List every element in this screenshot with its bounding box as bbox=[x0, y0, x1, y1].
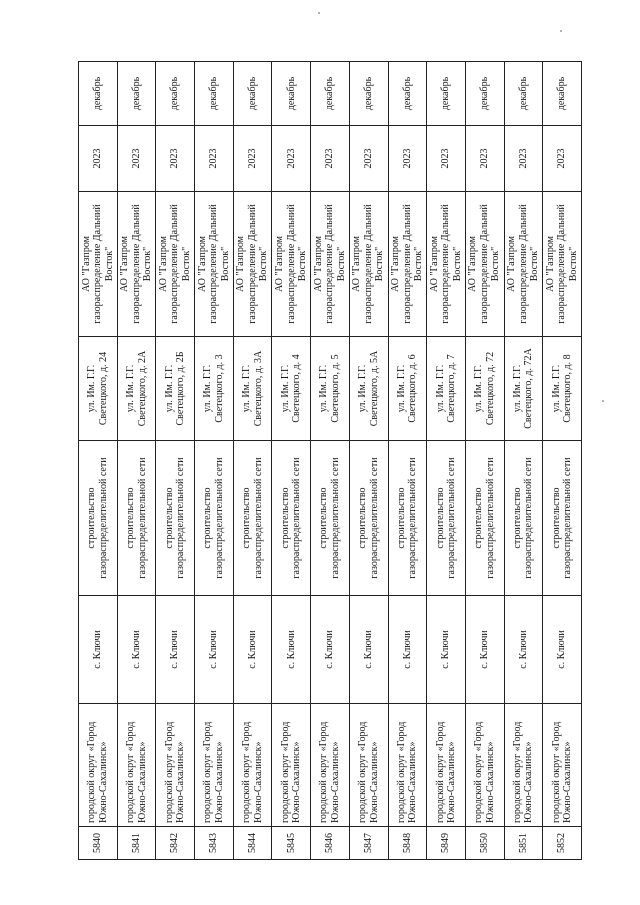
row-number-cell: 5849 bbox=[427, 827, 466, 860]
village-cell: с. Ключи bbox=[272, 596, 311, 704]
address-cell: ул. Им. Г.Г. Светецкого, д. 72А bbox=[504, 337, 543, 441]
organization-cell: АО "Газпром газораспределение Дальний Восток" bbox=[465, 192, 504, 337]
district-cell: городской округ «Город Южно-Сахалинск» bbox=[272, 704, 311, 827]
organization-cell: АО "Газпром газораспределение Дальний Восток" bbox=[233, 192, 272, 337]
year-cell: 2023 bbox=[272, 126, 311, 192]
work-type-cell: строительство газораспределительной сети bbox=[117, 441, 156, 596]
village-cell: с. Ключи bbox=[117, 596, 156, 704]
year-cell: 2023 bbox=[427, 126, 466, 192]
table-row bbox=[311, 62, 350, 860]
table-row bbox=[195, 62, 234, 860]
work-type-cell: строительство газораспределительной сети bbox=[272, 441, 311, 596]
row-number-cell: 5841 bbox=[117, 827, 156, 860]
address-cell: ул. Им. Г.Г. Светецкого, д. 6 bbox=[388, 337, 427, 441]
table-row bbox=[156, 62, 195, 860]
address-cell: ул. Им. Г.Г. Светецкого, д. 7 bbox=[427, 337, 466, 441]
month-cell: декабрь bbox=[117, 62, 156, 126]
work-type-cell: строительство газораспределительной сети bbox=[156, 441, 195, 596]
year-cell: 2023 bbox=[233, 126, 272, 192]
work-type-cell: строительство газораспределительной сети bbox=[79, 441, 118, 596]
organization-cell: АО "Газпром газораспределение Дальний Восток" bbox=[156, 192, 195, 337]
year-cell: 2023 bbox=[311, 126, 350, 192]
organization-cell: АО "Газпром газораспределение Дальний Восток" bbox=[195, 192, 234, 337]
organization-cell: АО "Газпром газораспределение Дальний Восток" bbox=[117, 192, 156, 337]
work-type-cell: строительство газораспределительной сети bbox=[195, 441, 234, 596]
month-cell: декабрь bbox=[79, 62, 118, 126]
work-type-cell: строительство газораспределительной сети bbox=[311, 441, 350, 596]
year-cell: 2023 bbox=[195, 126, 234, 192]
table-row bbox=[388, 62, 427, 860]
village-cell: с. Ключи bbox=[349, 596, 388, 704]
village-cell: с. Ключи bbox=[543, 596, 582, 704]
year-cell: 2023 bbox=[543, 126, 582, 192]
row-number-cell: 5845 bbox=[272, 827, 311, 860]
month-cell: декабрь bbox=[504, 62, 543, 126]
year-cell: 2023 bbox=[465, 126, 504, 192]
district-cell: городской округ «Город Южно-Сахалинск» bbox=[504, 704, 543, 827]
organization-cell: АО "Газпром газораспределение Дальний Восток" bbox=[543, 192, 582, 337]
row-number-cell: 5851 bbox=[504, 827, 543, 860]
work-type-cell: строительство газораспределительной сети bbox=[427, 441, 466, 596]
month-cell: декабрь bbox=[543, 62, 582, 126]
work-type-cell: строительство газораспределительной сети bbox=[465, 441, 504, 596]
month-cell: декабрь bbox=[156, 62, 195, 126]
table-row bbox=[543, 62, 582, 860]
district-cell: городской округ «Город Южно-Сахалинск» bbox=[156, 704, 195, 827]
organization-cell: АО "Газпром газораспределение Дальний Восток" bbox=[349, 192, 388, 337]
district-cell: городской округ «Город Южно-Сахалинск» bbox=[79, 704, 118, 827]
month-cell: декабрь bbox=[272, 62, 311, 126]
rotated-table-wrapper bbox=[78, 62, 582, 860]
village-cell: с. Ключи bbox=[311, 596, 350, 704]
row-number-cell: 5852 bbox=[543, 827, 582, 860]
district-cell: городской округ «Город Южно-Сахалинск» bbox=[233, 704, 272, 827]
address-cell: ул. Им. Г.Г. Светецкого, д. 72 bbox=[465, 337, 504, 441]
month-cell: декабрь bbox=[427, 62, 466, 126]
row-number-cell: 5850 bbox=[465, 827, 504, 860]
month-cell: декабрь bbox=[465, 62, 504, 126]
row-number-cell: 5848 bbox=[388, 827, 427, 860]
district-cell: городской округ «Город Южно-Сахалинск» bbox=[427, 704, 466, 827]
address-cell: ул. Им. Г.Г. Светецкого, д. 2А bbox=[117, 337, 156, 441]
table-row bbox=[465, 62, 504, 860]
table-body bbox=[79, 62, 582, 860]
month-cell: декабрь bbox=[311, 62, 350, 126]
year-cell: 2023 bbox=[388, 126, 427, 192]
year-cell: 2023 bbox=[156, 126, 195, 192]
row-number-cell: 5847 bbox=[349, 827, 388, 860]
work-type-cell: строительство газораспределительной сети bbox=[233, 441, 272, 596]
district-cell: городской округ «Город Южно-Сахалинск» bbox=[311, 704, 350, 827]
district-cell: городской округ «Город Южно-Сахалинск» bbox=[349, 704, 388, 827]
village-cell: с. Ключи bbox=[156, 596, 195, 704]
year-cell: 2023 bbox=[79, 126, 118, 192]
year-cell: 2023 bbox=[117, 126, 156, 192]
organization-cell: АО "Газпром газораспределение Дальний Восток" bbox=[79, 192, 118, 337]
work-type-cell: строительство газораспределительной сети bbox=[349, 441, 388, 596]
address-cell: ул. Им. Г.Г. Светецкого, д. 4 bbox=[272, 337, 311, 441]
organization-cell: АО "Газпром газораспределение Дальний Восток" bbox=[311, 192, 350, 337]
address-cell: ул. Им. Г.Г. Светецкого, д. 24 bbox=[79, 337, 118, 441]
month-cell: декабрь bbox=[233, 62, 272, 126]
row-number-cell: 5844 bbox=[233, 827, 272, 860]
village-cell: с. Ключи bbox=[465, 596, 504, 704]
month-cell: декабрь bbox=[349, 62, 388, 126]
table-row bbox=[427, 62, 466, 860]
row-number-cell: 5840 bbox=[79, 827, 118, 860]
village-cell: с. Ключи bbox=[233, 596, 272, 704]
village-cell: с. Ключи bbox=[195, 596, 234, 704]
address-cell: ул. Им. Г.Г. Светецкого, д. 3 bbox=[195, 337, 234, 441]
table-row bbox=[79, 62, 118, 860]
district-cell: городской округ «Город Южно-Сахалинск» bbox=[388, 704, 427, 827]
district-cell: городской округ «Город Южно-Сахалинск» bbox=[117, 704, 156, 827]
village-cell: с. Ключи bbox=[427, 596, 466, 704]
table-row bbox=[233, 62, 272, 860]
organization-cell: АО "Газпром газораспределение Дальний Восток" bbox=[272, 192, 311, 337]
row-number-cell: 5843 bbox=[195, 827, 234, 860]
district-cell: городской округ «Город Южно-Сахалинск» bbox=[543, 704, 582, 827]
month-cell: декабрь bbox=[388, 62, 427, 126]
district-cell: городской округ «Город Южно-Сахалинск» bbox=[195, 704, 234, 827]
row-number-cell: 5846 bbox=[311, 827, 350, 860]
address-cell: ул. Им. Г.Г. Светецкого, д. 2Б bbox=[156, 337, 195, 441]
work-type-cell: строительство газораспределительной сети bbox=[388, 441, 427, 596]
work-type-cell: строительство газораспределительной сети bbox=[504, 441, 543, 596]
table-row bbox=[504, 62, 543, 860]
organization-cell: АО "Газпром газораспределение Дальний Восток" bbox=[427, 192, 466, 337]
gasification-schedule-table bbox=[78, 61, 582, 860]
village-cell: с. Ключи bbox=[79, 596, 118, 704]
organization-cell: АО "Газпром газораспределение Дальний Восток" bbox=[504, 192, 543, 337]
year-cell: 2023 bbox=[349, 126, 388, 192]
scan-speck bbox=[602, 400, 604, 402]
address-cell: ул. Им. Г.Г. Светецкого, д. 3А bbox=[233, 337, 272, 441]
table-row bbox=[117, 62, 156, 860]
table-row bbox=[349, 62, 388, 860]
year-cell: 2023 bbox=[504, 126, 543, 192]
village-cell: с. Ключи bbox=[388, 596, 427, 704]
village-cell: с. Ключи bbox=[504, 596, 543, 704]
address-cell: ул. Им. Г.Г. Светецкого, д. 5А bbox=[349, 337, 388, 441]
row-number-cell: 5842 bbox=[156, 827, 195, 860]
address-cell: ул. Им. Г.Г. Светецкого, д. 5 bbox=[311, 337, 350, 441]
table-row bbox=[272, 62, 311, 860]
address-cell: ул. Им. Г.Г. Светецкого, д. 8 bbox=[543, 337, 582, 441]
scan-speck bbox=[560, 30, 562, 32]
work-type-cell: строительство газораспределительной сети bbox=[543, 441, 582, 596]
month-cell: декабрь bbox=[195, 62, 234, 126]
district-cell: городской округ «Город Южно-Сахалинск» bbox=[465, 704, 504, 827]
scan-speck bbox=[318, 12, 320, 14]
organization-cell: АО "Газпром газораспределение Дальний Восток" bbox=[388, 192, 427, 337]
